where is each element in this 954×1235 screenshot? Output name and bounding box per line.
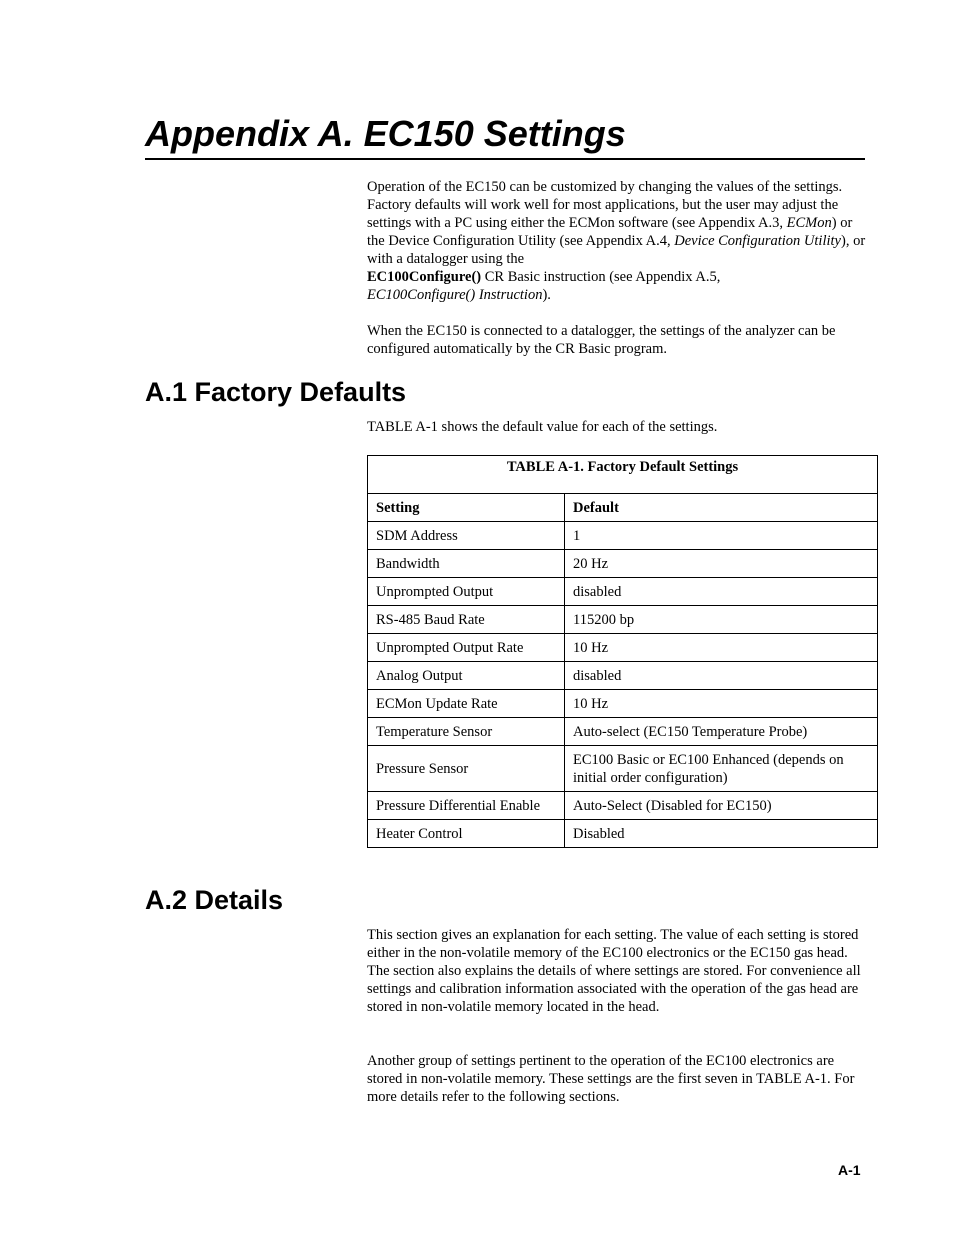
default-cell: 10 Hz bbox=[565, 634, 878, 662]
setting-cell: Heater Control bbox=[368, 820, 565, 848]
table-row bbox=[368, 550, 878, 578]
table-header-setting: Setting bbox=[368, 494, 565, 522]
setting-cell: Temperature Sensor bbox=[368, 718, 565, 746]
setting-cell: ECMon Update Rate bbox=[368, 690, 565, 718]
details-paragraph-1: This section gives an explanation for each setting. The value of each setting is stored either in the non-volatile memory of the EC100 electronics or the EC150 gas head. The section also explains the details of where settings are stored. For convenience all settings and calibration information associated with the operation of the gas head are stored in non-volatile memory located in the head. bbox=[367, 927, 861, 1015]
factory-defaults-table bbox=[367, 455, 878, 848]
default-cell: Disabled bbox=[565, 820, 878, 848]
section-heading-details: A.2 Details bbox=[145, 885, 284, 915]
default-cell: 1 bbox=[565, 522, 878, 550]
default-cell: 20 Hz bbox=[565, 550, 878, 578]
table-row bbox=[368, 578, 878, 606]
intro-text-5: ). bbox=[542, 287, 551, 303]
page-title: Appendix A. EC150 Settings bbox=[145, 112, 865, 160]
table-row bbox=[368, 634, 878, 662]
intro-italic-ecmon: ECMon bbox=[786, 215, 832, 231]
default-cell: Auto-Select (Disabled for EC150) bbox=[565, 792, 878, 820]
setting-cell: RS-485 Baud Rate bbox=[368, 606, 565, 634]
setting-cell: Pressure Differential Enable bbox=[368, 792, 565, 820]
default-cell: disabled bbox=[565, 662, 878, 690]
setting-cell: Pressure Sensor bbox=[368, 746, 565, 792]
table-row bbox=[368, 820, 878, 848]
default-cell: 115200 bp bbox=[565, 606, 878, 634]
intro-paragraph-2: When the EC150 is connected to a datalogger, the settings of the analyzer can be configured automatically by the CR Basic program. bbox=[367, 323, 836, 357]
intro-bold-instruction: EC100Configure() bbox=[367, 269, 482, 285]
table-caption: TABLE A-1. Factory Default Settings bbox=[368, 456, 878, 494]
table-header-default: Default bbox=[565, 494, 878, 522]
default-cell: disabled bbox=[565, 578, 878, 606]
default-cell: EC100 Basic or EC100 Enhanced (depends on initial order configuration) bbox=[565, 746, 878, 792]
table-row bbox=[368, 606, 878, 634]
page-number: A-1 bbox=[838, 1162, 861, 1178]
details-paragraph-2: Another group of settings pertinent to the operation of the EC100 electronics are stored in non-volatile memory. These settings are the first seven in TABLE A-1. For more details refer to the following sections. bbox=[367, 1053, 855, 1105]
setting-cell: Unprompted Output bbox=[368, 578, 565, 606]
intro-italic-instruction: EC100Configure() Instruction bbox=[367, 287, 543, 303]
intro-text-4: CR Basic instruction (see Appendix A.5, bbox=[481, 269, 721, 285]
table-row bbox=[368, 522, 878, 550]
intro-text-1: Operation of the EC150 can be customized by changing the values of the settings. Factory defaults will work well for most applications, but the user may adjust the settings with a PC using either the ECMon software (see Appendix A.3, bbox=[367, 179, 843, 231]
intro-italic-dcu: Device Configuration Utility bbox=[674, 233, 841, 249]
default-cell: Auto-select (EC150 Temperature Probe) bbox=[565, 718, 878, 746]
table-row bbox=[368, 662, 878, 690]
default-cell: 10 Hz bbox=[565, 690, 878, 718]
setting-cell: Unprompted Output Rate bbox=[368, 634, 565, 662]
setting-cell: Bandwidth bbox=[368, 550, 565, 578]
table-row bbox=[368, 690, 878, 718]
intro-text-2: ) or the Device Configuration Utility (see Appendix A.4, bbox=[367, 215, 853, 249]
intro-text-3: ), or with a datalogger using the bbox=[367, 233, 866, 267]
table-row bbox=[368, 746, 878, 792]
table-row bbox=[368, 792, 878, 820]
section1-text: TABLE A-1 shows the default value for each of the settings. bbox=[367, 419, 718, 435]
setting-cell: SDM Address bbox=[368, 522, 565, 550]
setting-cell: Analog Output bbox=[368, 662, 565, 690]
section-heading-factory-defaults: A.1 Factory Defaults bbox=[145, 377, 407, 407]
table-row bbox=[368, 718, 878, 746]
intro-paragraph-1 bbox=[367, 178, 867, 304]
